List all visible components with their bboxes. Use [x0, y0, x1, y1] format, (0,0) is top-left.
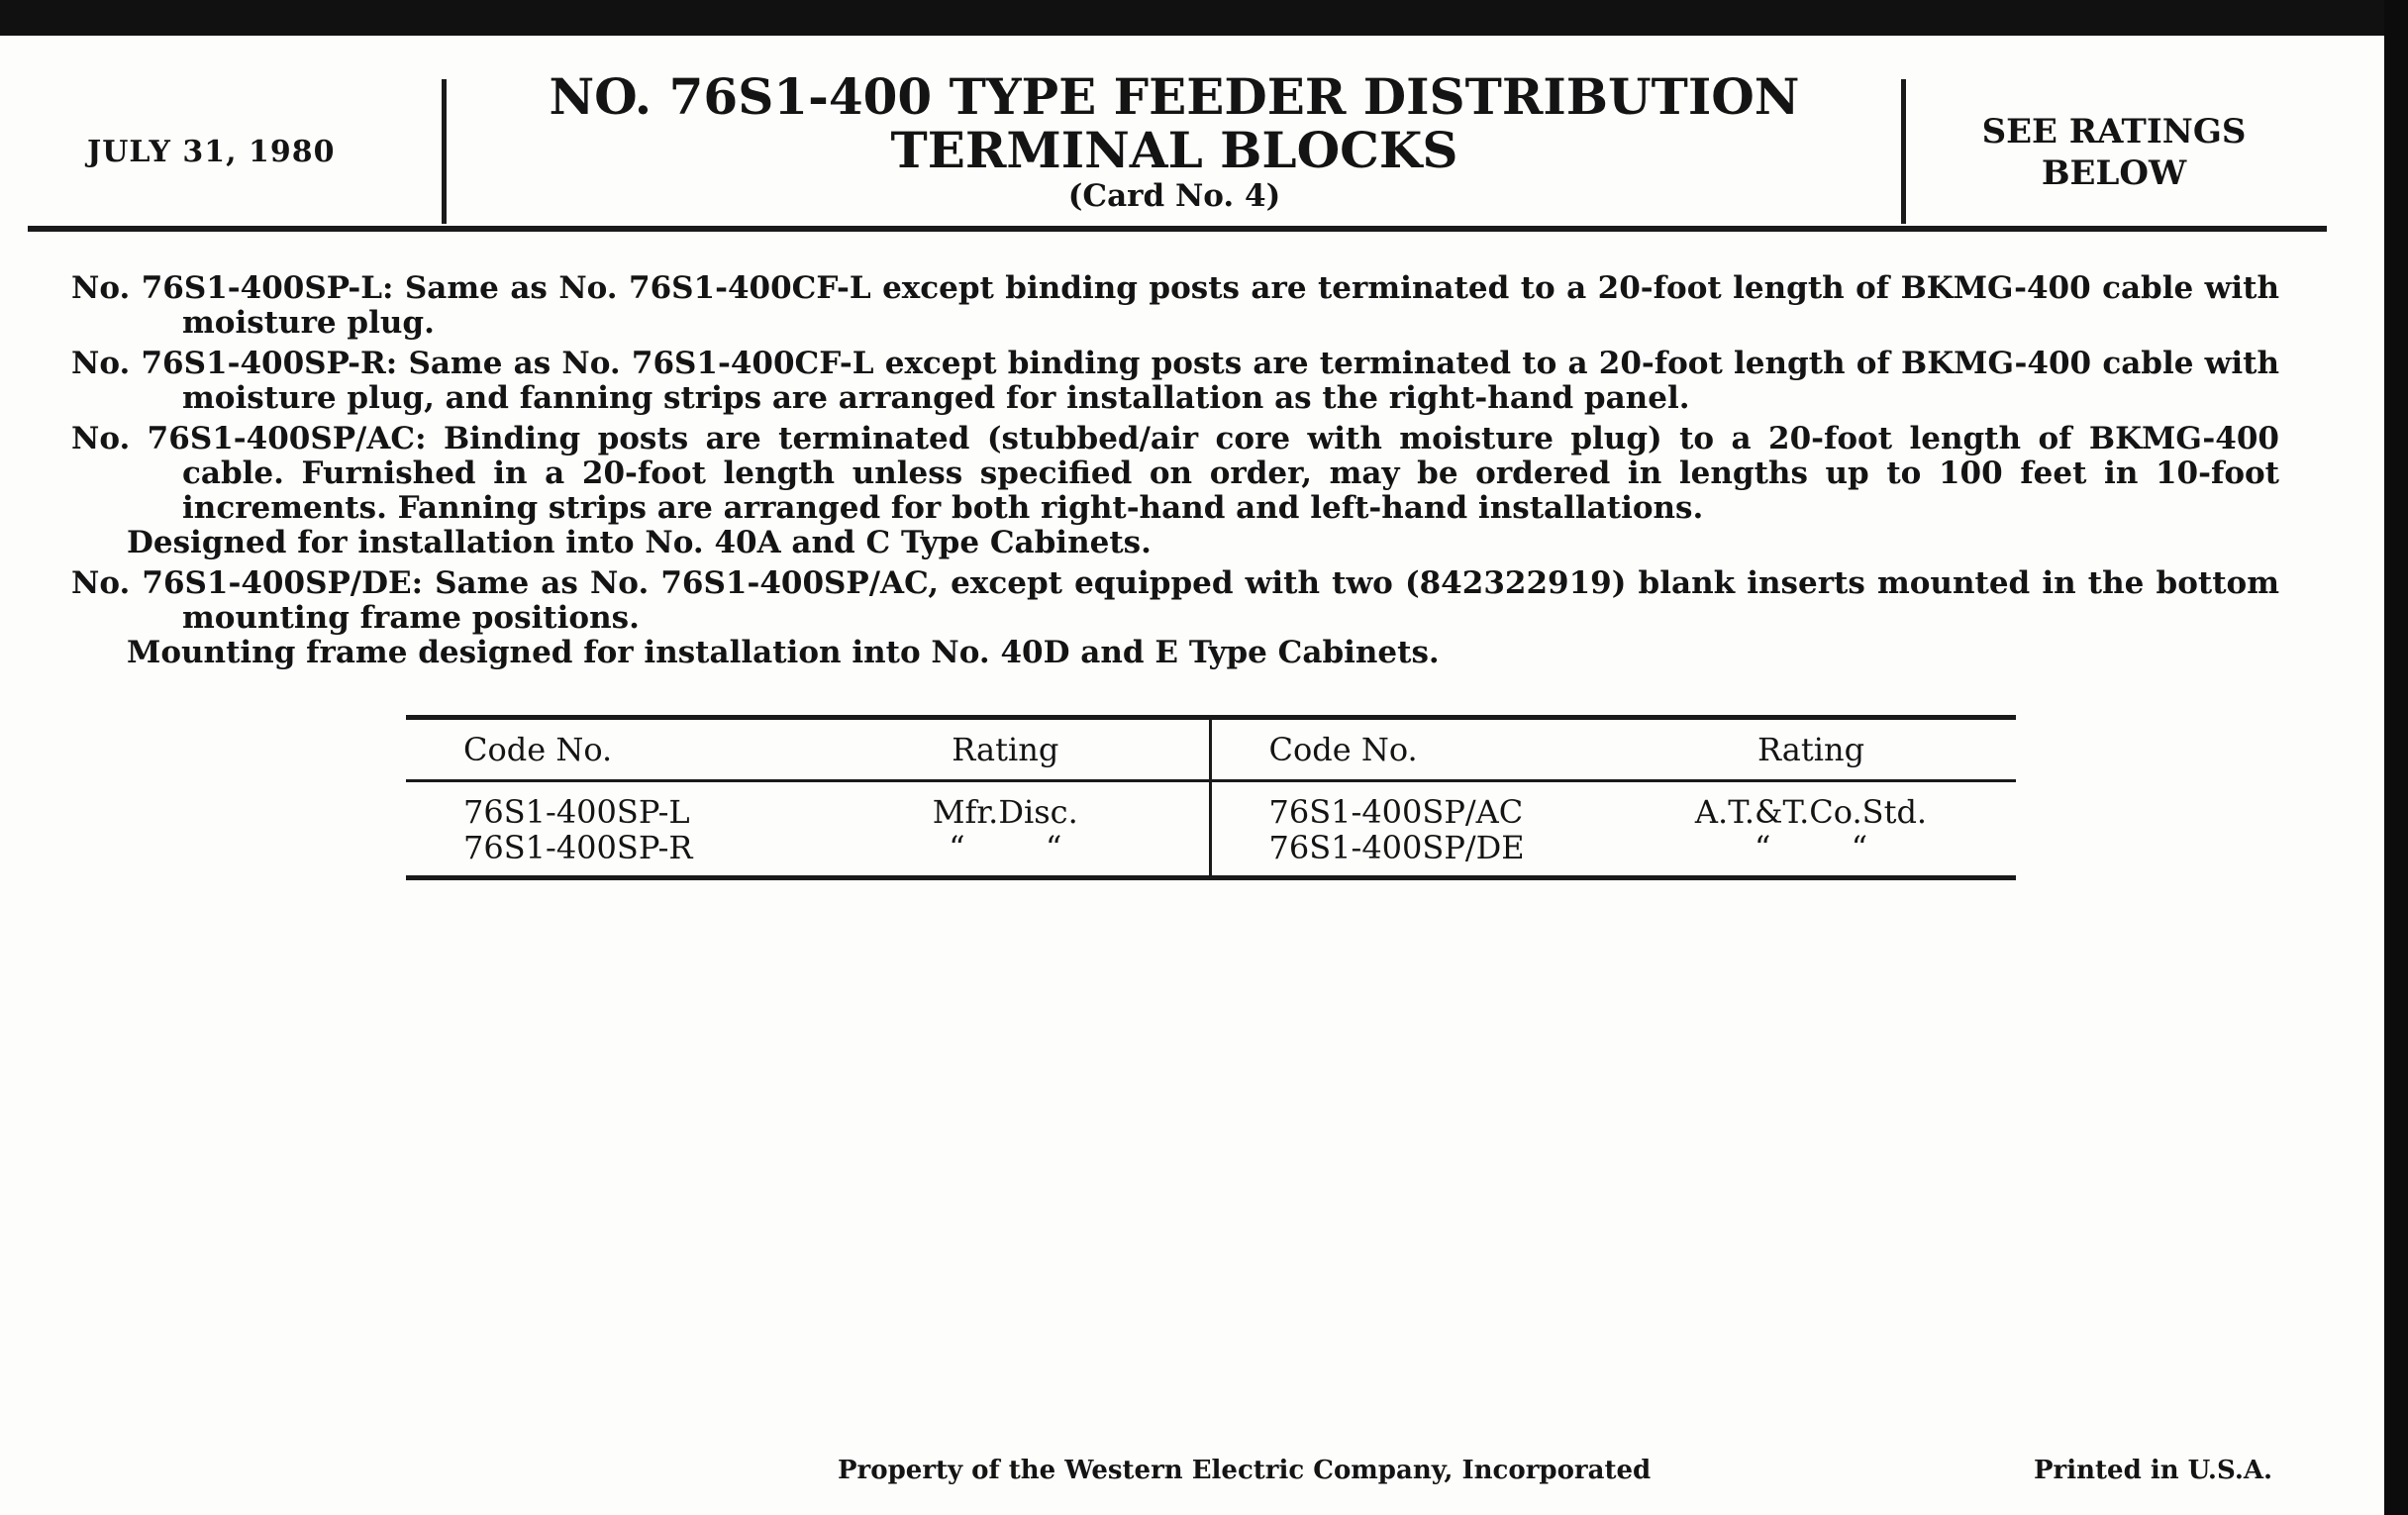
footer-property: Property of the Western Electric Company, Incorporated	[838, 1456, 1652, 1485]
footer-printed: Printed in U.S.A.	[2034, 1456, 2273, 1485]
scan-edge	[2384, 0, 2408, 1515]
left-ratings-cell	[802, 781, 1210, 878]
rating-cell: Mfr.Disc.	[932, 793, 1078, 831]
description-section	[71, 271, 2279, 670]
paragraph-sp-ac-note: Designed for installation into No. 40A and C Type Cabinets.	[127, 525, 1152, 560]
header-date: JULY 31, 1980	[87, 135, 336, 169]
header-rating-left: Rating	[802, 718, 1210, 781]
paragraph-sp-l: No. 76S1-400SP-L: Same as No. 76S1-400CF-L except binding posts are terminated to a 20-foot length of BKMG-400 cable with moisture plug.	[71, 270, 2279, 341]
rating-cell: A.T.&T.Co.Std.	[1694, 793, 1928, 831]
left-codes-cell	[406, 781, 802, 878]
rating-cell: “ “	[949, 829, 1062, 866]
code-cell: 76S1-400SP-L	[463, 793, 690, 831]
page-title-line1: NO. 76S1-400 TYPE FEEDER DISTRIBUTION	[549, 67, 1800, 126]
rating-cell: “ “	[1754, 829, 1868, 866]
header-code-no-right: Code No.	[1210, 718, 1606, 781]
code-cell: 76S1-400SP-R	[463, 829, 693, 866]
ratings-note-line2: BELOW	[2041, 153, 2187, 193]
table-row	[406, 781, 2016, 878]
header-rating-right: Rating	[1606, 718, 2016, 781]
right-codes-cell	[1210, 781, 1606, 878]
ratings-note-line1: SEE RATINGS	[1981, 112, 2247, 152]
card-number: (Card No. 4)	[1067, 178, 1281, 214]
ratings-table	[406, 715, 2016, 880]
table-header-row	[406, 718, 2016, 781]
header-rule	[28, 226, 2327, 232]
paragraph-sp-r: No. 76S1-400SP-R: Same as No. 76S1-400CF-L except binding posts are terminated to a 20-foot length of BKMG-400 cable with moisture plug, and fanning strips are arranged for installation as the right-hand panel.	[71, 346, 2279, 416]
page-title-line2: TERMINAL BLOCKS	[890, 121, 1458, 179]
header-code-no-left: Code No.	[406, 718, 802, 781]
code-cell: 76S1-400SP/DE	[1268, 829, 1525, 866]
right-ratings-cell	[1606, 781, 2016, 878]
paragraph-sp-de: No. 76S1-400SP/DE: Same as No. 76S1-400SP/AC, except equipped with two (842322919) blank inserts mounted in the bottom mounting frame positions.	[71, 565, 2279, 636]
paragraph-sp-ac: No. 76S1-400SP/AC: Binding posts are terminated (stubbed/air core with moisture plug) to a 20-foot length of BKMG-400 cable. Furnished in a 20-foot length unless specified on order, may be ordered in lengths up to 100 feet in 10-foot increments. Fanning strips are arranged for both right-hand and left-hand installations.	[71, 421, 2279, 526]
paragraph-sp-de-note: Mounting frame designed for installation into No. 40D and E Type Cabinets.	[127, 635, 1440, 670]
code-cell: 76S1-400SP/AC	[1268, 793, 1524, 831]
